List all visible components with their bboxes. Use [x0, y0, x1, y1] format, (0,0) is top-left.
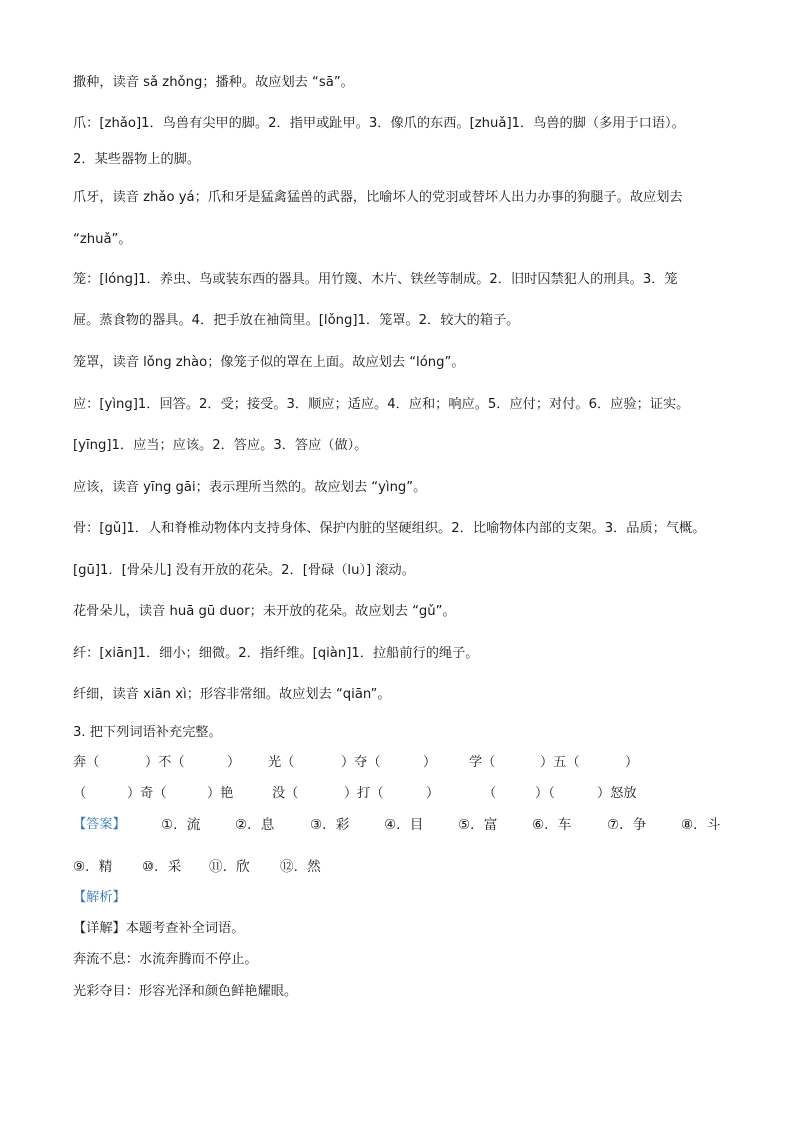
answer-item: ⑩．采: [142, 859, 182, 875]
answer-item: ⑫．然: [280, 859, 321, 875]
question-title: 3. 把下列词语补充完整。: [73, 725, 222, 740]
answer-item: ④．目: [384, 817, 424, 833]
fill-text: 学（: [469, 755, 496, 770]
fill-text: ）: [423, 755, 437, 770]
fill-text: ）五（: [540, 755, 580, 770]
answer-item: ②．息: [235, 817, 275, 833]
answer-item: ⑥．车: [532, 817, 572, 833]
fill-text: ）打（: [344, 786, 384, 801]
text-line: 2．某些器物上的脚。: [73, 152, 201, 167]
text-line: 爪牙，读音 zhǎo yá；爪和牙是猛禽猛兽的武器，比喻坏人的党羽或替坏人出力办事的狗腿子。故应划去: [73, 190, 683, 205]
text-line: 笼：[lóng]1．养虫、鸟或装东西的器具。用竹篾、木片、铁丝等制成。2．旧时囚禁犯人的刑具。3．笼: [73, 272, 678, 287]
fill-text: ）夺（: [341, 755, 381, 770]
text-line: 花骨朵儿，读音 huā gū duor；未开放的花朵。故应划去 “gǔ”。: [73, 604, 456, 619]
fill-text: （: [73, 786, 87, 801]
text-line: 撒种，读音 sǎ zhǒng；播种。故应划去 “sā”。: [73, 75, 354, 90]
text-line: 纤：[xiān]1．细小；细微。2．指纤维。[qiàn]1．拉船前行的绳子。: [73, 646, 479, 661]
text-line: 笼罩，读音 lǒng zhào；像笼子似的罩在上面。故应划去 “lóng”。: [73, 355, 465, 370]
text-line: [gū]1．[骨朵儿] 没有开放的花朵。2．[骨碌（lu）] 滚动。: [73, 563, 415, 578]
answer-item: ⑧．斗: [681, 817, 721, 833]
detail-line: 光彩夺目：形容光泽和颜色鲜艳耀眼。: [73, 984, 298, 999]
fill-text: ）: [625, 755, 639, 770]
fill-text: 奔（: [73, 755, 100, 770]
fill-text: （: [483, 786, 497, 801]
answer-item: ③．彩: [310, 817, 350, 833]
analysis-label: 【解析】: [73, 890, 126, 905]
text-line: 屉。蒸食物的器具。4．把手放在袖筒里。[lǒng]1．笼罩。2．较大的箱子。: [73, 313, 520, 328]
text-line: 纤细，读音 xiān xì；形容非常细。故应划去 “qiān”。: [73, 687, 391, 702]
answer-item: ⑪．欣: [209, 859, 250, 875]
answer-item: ①．流: [161, 817, 201, 833]
fill-text: ）: [227, 755, 241, 770]
answer-item: ⑦．争: [607, 817, 647, 833]
fill-text: ）奇（: [127, 786, 167, 801]
answer-label: 【答案】: [73, 817, 126, 832]
text-line: 爪：[zhǎo]1．鸟兽有尖甲的脚。2．指甲或趾甲。3．像爪的东西。[zhuǎ]1．鸟兽的脚（多用于口语）。: [73, 116, 685, 131]
text-line: 应：[yìng]1．回答。2．受；接受。3．顺应；适应。4．应和；响应。5．应付；对付。6．应验；证实。: [73, 397, 690, 412]
text-line: [yīng]1．应当；应该。2．答应。3．答应（做）。: [73, 438, 368, 453]
text-line: 骨：[gǔ]1．人和脊椎动物体内支持身体、保护内脏的坚硬组织。2．比喻物体内部的支架。3．品质；气概。: [73, 521, 706, 536]
fill-text: ）艳: [207, 786, 234, 801]
fill-text: ）怒放: [597, 786, 637, 801]
detail-line: 奔流不息：水流奔腾而不停止。: [73, 952, 258, 967]
fill-text: ）不（: [145, 755, 185, 770]
fill-text: ）: [426, 786, 440, 801]
detail-line: 【详解】本题考查补全词语。: [73, 921, 245, 936]
answer-item: ⑨．精: [73, 859, 113, 875]
fill-text: 光（: [268, 755, 295, 770]
text-line: “zhuǎ”。: [73, 232, 132, 247]
fill-text: ）（: [535, 786, 555, 801]
answer-item: ⑤．富: [458, 817, 498, 833]
text-line: 应该，读音 yīng gāi；表示理所当然的。故应划去 “yìng”。: [73, 480, 427, 495]
fill-text: 没（: [272, 786, 299, 801]
